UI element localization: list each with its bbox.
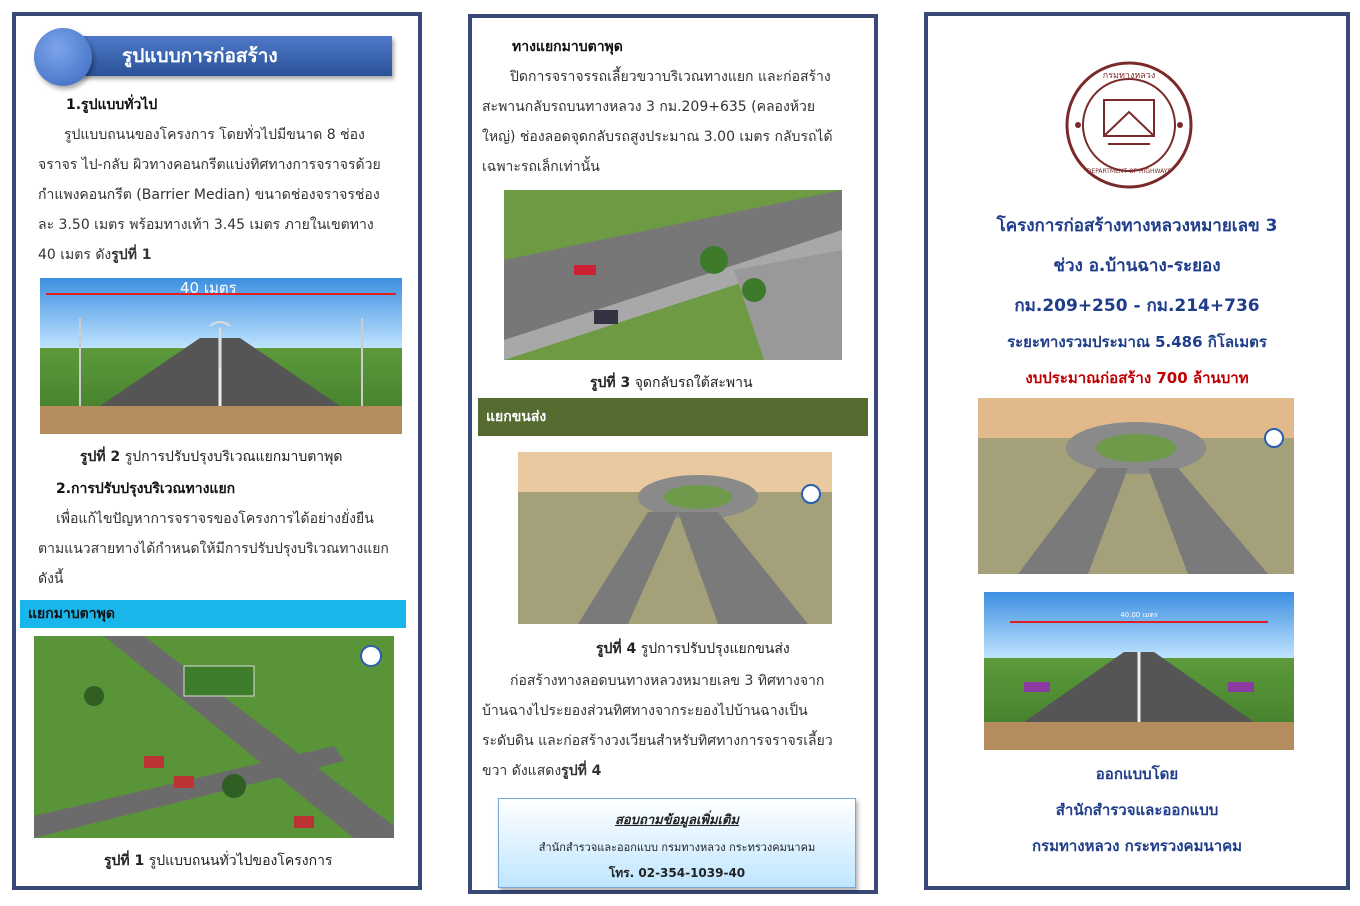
figure-2-image xyxy=(40,278,402,434)
caption-text: จุดกลับรถใต้สะพาน xyxy=(630,375,753,391)
text-line: เพื่อแก้ไขปัญหาการจราจรของโครงการได้อย่างยั่งยืน xyxy=(56,511,374,527)
sec1-body xyxy=(38,120,408,270)
text-line: ดังนี้ xyxy=(38,571,64,587)
figure-label: รูปที่ 2 xyxy=(80,449,121,465)
panel-left xyxy=(12,12,422,890)
panel-middle xyxy=(468,14,878,894)
caption-text: รูปแบบถนนทั่วไปของโครงการ xyxy=(144,853,333,869)
dimension-label: 40 เมตร xyxy=(180,279,237,297)
figure-label: รูปที่ 4 xyxy=(596,641,637,657)
interchange-illustration xyxy=(518,452,832,624)
project-budget: งบประมาณก่อสร้าง 700 ล้านบาท xyxy=(1025,369,1249,387)
text-line: รูปแบบถนนของโครงการ โดยทั่วไปมีขนาด 8 ช่อง xyxy=(64,127,365,143)
cover-image-interchange xyxy=(978,398,1294,574)
figure-label: รูปที่ 1 xyxy=(104,853,145,869)
aerial-illustration xyxy=(34,636,394,838)
contact-org: สำนักสำรวจและออกแบบ กรมทางหลวง กระทรวงคมนาคม xyxy=(538,841,816,854)
figure-4-image xyxy=(518,452,832,624)
project-title: โครงการก่อสร้างทางหลวงหมายเลข 3 xyxy=(996,216,1278,236)
text-line: บ้านฉางไประยองส่วนทิศทางจากระยองไปบ้านฉางเป็น xyxy=(482,703,808,719)
text-line: ระดับดิน และก่อสร้างวงเวียนสำหรับทิศทางการจราจรเลี้ยว xyxy=(482,733,833,749)
caption-text: รูปการปรับปรุงบริเวณแยกมาบตาพุด xyxy=(120,449,343,465)
contact-title: สอบถามข้อมูลเพิ่มเติม xyxy=(614,813,739,828)
project-section: ช่วง อ.บ้านฉาง-ระยอง xyxy=(1053,256,1221,276)
contact-box xyxy=(498,798,856,888)
sub-title: ทางแยกมาบตาพุด xyxy=(512,39,623,55)
text-line: เฉพาะรถเล็กเท่านั้น xyxy=(482,159,600,175)
dimension-label: 40.00 เมตร xyxy=(1120,611,1158,619)
text-line: สะพานกลับรถบนทางหลวง 3 กม.209+635 (คลองห้วย xyxy=(482,99,816,115)
figure-1-caption xyxy=(104,850,332,872)
figure-2-caption xyxy=(80,446,343,468)
header-circle xyxy=(34,28,92,86)
figure-ref: รูปที่ 4 xyxy=(561,763,602,779)
interchange-illustration xyxy=(978,398,1294,574)
text-line: กำแพงคอนกรีต (Barrier Median) ขนาดช่องจราจรช่อง xyxy=(38,187,380,203)
text-span: 40 เมตร ดัง xyxy=(38,247,112,263)
figure-4-caption xyxy=(596,638,790,660)
text-line: จราจร ไป-กลับ ผิวทางคอนกรีตแบ่งทิศทางการจราจรด้วย xyxy=(38,157,381,173)
design-by-label: ออกแบบโดย xyxy=(1095,765,1179,783)
sec2-title: 2.การปรับปรุงบริเวณทางแยก xyxy=(56,481,236,497)
text-span: ขวา ดังแสดง xyxy=(482,763,562,779)
band-khonsong: แยกขนส่ง xyxy=(478,398,868,436)
figure-3-image xyxy=(504,190,842,360)
panel-right xyxy=(924,12,1350,890)
figure-ref: รูปที่ 1 xyxy=(111,247,152,263)
text-line: ใหญ่) ช่องลอดจุดกลับรถสูงประมาณ 3.00 เมตร กลับรถได้ xyxy=(482,129,833,145)
figure-1-image xyxy=(34,636,394,838)
band-mabtaphut: แยกมาบตาพุด xyxy=(20,600,406,628)
text-line: ปิดการจราจรรถเลี้ยวขวาบริเวณทางแยก และก่อสร้าง xyxy=(510,69,831,85)
text-line: ละ 3.50 เมตร พร้อมทางเท้า 3.45 เมตร ภายในเขตทาง xyxy=(38,217,374,233)
bridge-illustration xyxy=(504,190,842,360)
text-line: ตามแนวสายทางได้กำหนดให้มีการปรับปรุงบริเวณทางแยก xyxy=(38,541,389,557)
seal-bottom-text: DEPARTMENT OF HIGHWAYS xyxy=(1086,168,1172,175)
text-line: ก่อสร้างทางลอดบนทางหลวงหมายเลข 3 ทิศทางจาก xyxy=(510,673,825,689)
figure-label: รูปที่ 3 xyxy=(590,375,631,391)
figure-3-caption xyxy=(590,372,753,394)
contact-tel: โทร. 02-354-1039-40 xyxy=(608,866,746,880)
para2 xyxy=(482,666,866,786)
sec2-body xyxy=(38,504,408,594)
sec1-title: 1.รูปแบบทั่วไป xyxy=(66,97,158,113)
para1 xyxy=(482,62,866,182)
text-line xyxy=(38,240,408,270)
designer-org: สำนักสำรวจและออกแบบ xyxy=(1055,801,1219,819)
seal-top-text: กรมทางหลวง xyxy=(1102,71,1156,81)
cover-image-cross-section xyxy=(984,592,1294,750)
road-illustration xyxy=(40,278,402,434)
header-title: รูปแบบการก่อสร้าง xyxy=(122,45,278,67)
highways-seal xyxy=(1064,60,1194,190)
designer-ministry: กรมทางหลวง กระทรวงคมนาคม xyxy=(1031,837,1243,855)
project-km: กม.209+250 - กม.214+736 xyxy=(1014,296,1260,316)
caption-text: รูปการปรับปรุงแยกขนส่ง xyxy=(636,641,790,657)
project-distance: ระยะทางรวมประมาณ 5.486 กิโลเมตร xyxy=(1007,333,1267,351)
section-header xyxy=(34,28,392,82)
text-line xyxy=(482,756,866,786)
